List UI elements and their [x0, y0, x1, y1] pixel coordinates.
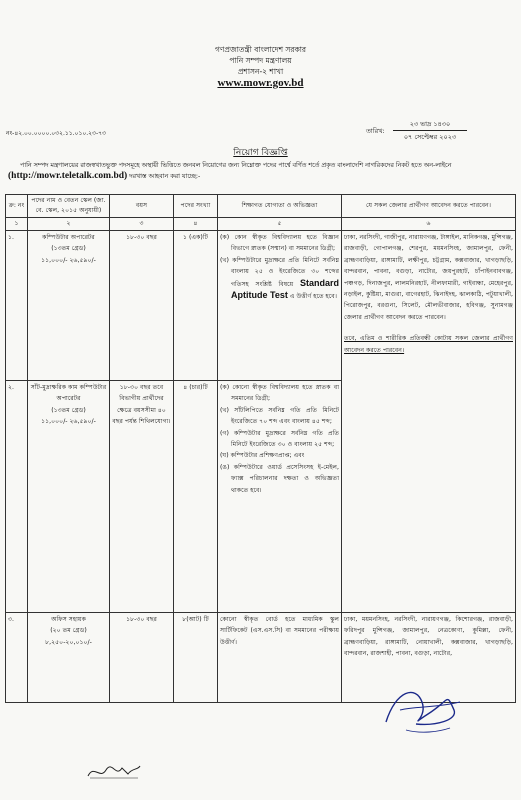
section-name: প্রশাসন-২ শাখা [237, 67, 284, 76]
intro-paragraph [8, 160, 513, 182]
count-cell: ৮(আট) টি [174, 613, 218, 703]
qualification-item: (খ) সাঁটলিপিতে সর্বনিম্ন গতি প্রতি মিনিটে ইংরেজিতে ৭০ শব্দ এবং বাংলায় ৪৫ শব্দ; [220, 406, 339, 426]
signature-mark [376, 680, 466, 740]
notice-title [0, 145, 521, 160]
qualification-item: (ক) কোনো স্বীকৃত বিশ্ববিদ্যালয় হতে স্নাতক বা সমমানের ডিগ্রী; [220, 384, 339, 403]
vacancy-table [5, 194, 516, 703]
column-number-row [6, 218, 516, 231]
row-serial: ৩. [6, 613, 28, 703]
age-cell: ১৮-৩০ বছর তবে বিভাগীয় প্রার্থীদের ক্ষেত্রে বয়সসীমা ৪০ বছর পর্যন্ত শিথিলযোগ্য। [110, 381, 174, 613]
quota-note: তবে, এতিম ও শারীরিক প্রতিবন্ধী কোটায় সকল জেলার প্রার্থীগণ আবেদন করতে পারবেন। [344, 335, 513, 354]
qualification-cell: কোনো স্বীকৃত বোর্ড হতে মাধ্যমিক স্কুল সার্টিফিকেট (এস.এস.সি) বা সমমানের পরীক্ষায় উত্তীর্ণ। [218, 613, 342, 703]
post-grade: (১৩তম গ্রেড) [51, 245, 86, 253]
col-num: ১ [6, 218, 28, 231]
districts-cell [342, 231, 516, 613]
header-districts: যে সকল জেলার প্রার্থীগণ আবেদন করতে পারবেন। [342, 195, 516, 218]
header-age: বয়স [110, 195, 174, 218]
post-scale: ১১,০০০/- ২৬,৫৯০/- [41, 256, 96, 264]
post-grade: (১৩তম গ্রেড) [51, 406, 86, 414]
date-label: তারিখ: [366, 127, 385, 135]
qualification-item: (ক) কোন স্বীকৃত বিশ্ববিদ্যালয় হতে বিজ্ঞান বিভাগে স্নাতক (সম্মান) বা সমমানের ডিগ্রী; [220, 234, 339, 253]
col-num: ২ [28, 218, 110, 231]
govt-name: গণপ্রজাতন্ত্রী বাংলাদেশ সরকার [214, 45, 307, 54]
col-num: ৩ [110, 218, 174, 231]
website-link[interactable]: www.mowr.gov.bd [217, 77, 304, 89]
post-cell [28, 613, 110, 703]
title-text: নিয়োগ বিজ্ঞপ্তি [233, 148, 288, 158]
post-grade: (২০ তম গ্রেড) [50, 627, 87, 635]
header-serial: ক্র: নং [6, 195, 28, 218]
post-name: কম্পিউটার অপারেটর [42, 234, 95, 241]
col-num: ৬ [342, 218, 516, 231]
qualification-item: (গ) কম্পিউটার মুদ্রাক্ষরে সর্বনিম্ন গতি প্রতি মিনিটে ইংরেজিতে ৩০ ও বাংলায় ২৫ শব্দ; [220, 429, 339, 449]
initial-mark [84, 758, 144, 784]
post-name: সাঁট-মুদ্রাক্ষরিক কাম কম্পিউটার অপারেটর [30, 384, 107, 403]
post-scale: ৮,২৫০-২০,০১০/- [45, 638, 92, 646]
qualification-item: (ঙ) কম্পিউটারে ওয়ার্ড প্রসেসিংসহ ই-মেইল, ফ্যাক্স পরিচালনার দক্ষতা ও অভিজ্ঞতা থাকতে হবে। [220, 463, 339, 494]
qualification-tail: এ উত্তীর্ণ হতে হবে। [289, 293, 337, 301]
application-url[interactable]: (http://mowr.teletalk.com.bd) [8, 171, 128, 181]
qualification-cell [218, 231, 342, 381]
districts-cell: ঢাকা, ময়মনসিংহ, নরসিংদী, নারায়ণগঞ্জ, কিশোরগঞ্জ, রাজবাড়ী, ফরিদপুর মুন্সিগঞ্জ, জামালপুর, নেত্রকোণা, কুমিল্লা, ফেনী, ব্রাহ্মণবাড়িয়া, রাঙ্গামাটি, নোয়াখালী, কক্সবাজার, খাগড়াছড়ি, বান্দরবান, রাজশাহী, পাবনা, বগুড়া, নাটোর, [342, 613, 516, 703]
district-list: ঢাকা, নরসিংদী, গাজীপুর, নারায়ণগঞ্জ, টাঙ্গাইল, মানিকগঞ্জ, মুন্সিগঞ্জ, রাজবাড়ী, গোপালগঞ্জ, শেরপুর, ময়মনসিংহ, জামালপুর, ফেনী, ব্রাহ্মণবাড়িয়া, রাঙ্গামাটি, লক্ষীপুর, চট্টগ্রাম, কক্সবাজার, খাগড়াছড়ি, বান্দরবান, পাবনা, বগুড়া, নাটোর, জয়পুরহাট, চাঁপাইনবাবগঞ্জ, পঞ্চগড়, দিনাজপুর, লালমনিরহাট, নীলফামারী, গাইবান্ধা, মেহেরপুর, নড়াইল, কুষ্টিয়া, মাগুরা, বাগেরহাট, ঝিনাইদহ, ঝালকাঠি, পটুয়াখালী, পিরোজপুর, বরগুনা, সিলেট, মৌলভীবাজার, হবিগঞ্জ, সুনামগঞ্জ জেলার প্রার্থীগণ আবেদন করতে পারবেন। [344, 234, 513, 321]
header-count: পদের সংখ্যা [174, 195, 218, 218]
row-serial: ২. [6, 381, 28, 613]
date-bangla: ২৩ ভাদ্র ১৪৩০ [393, 118, 467, 131]
row-serial: ১. [6, 231, 28, 381]
header-qualification: শিক্ষাগত যোগ্যতা ও অভিজ্ঞতা [218, 195, 342, 218]
qualification-item [220, 255, 339, 303]
col-num: ৫ [218, 218, 342, 231]
memo-number: নং-৪২.০০.০০০০.০৩২.১১.০১০.২৩-৭৩ [6, 130, 106, 137]
letterhead [0, 44, 521, 90]
intro-before-url: পানি সম্পদ মন্ত্রণালয়ের রাজস্বখাতভুক্ত পদসমূহে অস্থায়ী ভিত্তিতে জনবল নিয়োগের জন্য নিম্নোক্ত পদের পার্শ্বে বর্ণিত শর্তে প্রকৃত বাংলাদেশি নাগরিকদের নিকট হতে অন-লাইনে [20, 162, 452, 169]
table-header-row [6, 195, 516, 218]
count-cell: ৪ (চার)টি [174, 381, 218, 613]
aptitude-test: Standard Aptitude Test [231, 277, 339, 301]
header-post: পদের নাম ও বেতন স্কেল (জা. বে. স্কেল, ২০১৫ অনুযায়ী) [28, 195, 110, 218]
age-cell: ১৮-৩০ বছর [110, 231, 174, 381]
intro-after-url: দরখাস্ত আহবান করা যাচ্ছে:- [129, 173, 201, 180]
post-scale: ১১,০০০/- ২৬,৫৯০/- [41, 418, 96, 426]
qualification-text: (খ) কম্পিউটারে মুদ্রাক্ষরে প্রতি মিনিটে সর্বনিম্ন বাংলায় ২৫ ও ইংরেজিতে ৩০ শব্দের গতিসহ সংশ্লিষ্ট বিষয়ে [220, 256, 339, 288]
post-name: অফিস সহায়ক [51, 616, 86, 623]
date-box [393, 118, 467, 143]
count-cell: ১ (এক)টি [174, 231, 218, 381]
post-cell [28, 381, 110, 613]
ministry-name: পানি সম্পদ মন্ত্রণালয় [229, 56, 292, 65]
table-row [6, 231, 516, 381]
post-cell [28, 231, 110, 381]
date-english: ০৭ সেপ্টেম্বর ২০২৩ [403, 133, 457, 141]
qualification-cell [218, 381, 342, 613]
qualification-item: (ঘ) কম্পিউটার প্রশিক্ষণপ্রাপ্ত; এবং [220, 452, 305, 460]
col-num: ৪ [174, 218, 218, 231]
age-cell: ১৮-৩০ বছর [110, 613, 174, 703]
